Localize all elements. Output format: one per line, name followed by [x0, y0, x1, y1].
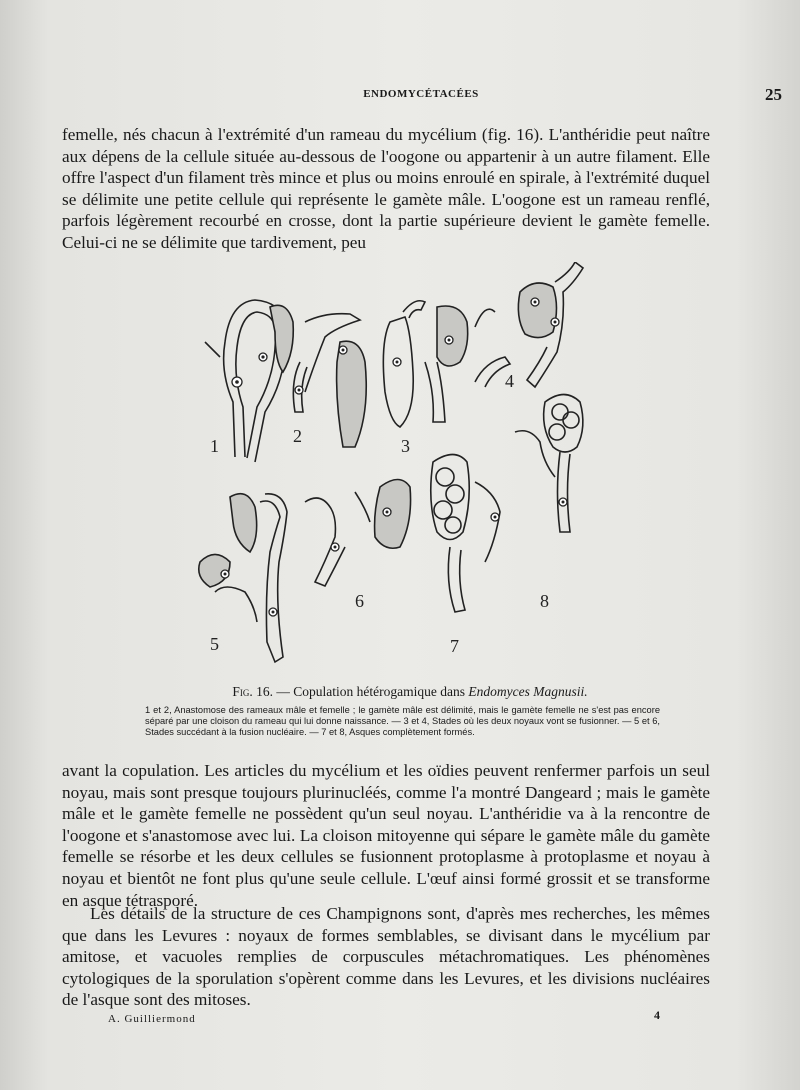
caption-species: Endomyces Magnusii.: [468, 684, 588, 699]
running-title: ENDOMYCÉTACÉES: [363, 88, 479, 100]
page-header: [60, 85, 782, 108]
figure-label-8: 8: [540, 591, 549, 611]
figure-panel-8: [515, 395, 583, 533]
paragraph-1: femelle, nés chacun à l'extrémité d'un rameau du mycélium (fig. 16). L'anthéridie peut naître aux dépens de la cellule située au-dessous de l'oogone ou appartenir à un autre filament. Elle offre l'aspect d'un filament très mince et plus ou moins enroulé en spirale, à l'extrémité duquel se délimite une petite cellule qui représente le gamète mâle. L'oogone est un rameau renflé, parfois légèrement recourbé en crosse, dont la partie supérieure devient le gamète femelle. Celui-ci ne se délimite que tardivement, peu: [62, 125, 710, 252]
paragraph-2: avant la copulation. Les articles du mycélium et les oïdies peuvent renfermer parfois un seul noyau, mais sont presque toujours plurinucléés, comme l'a montré Dangeard ; mais le gamète mâle et le gamète femelle ne possèdent qu'un seul noyau. L'anthéridie va à la rencontre de l'oogone et s'anastomose avec lui. La cloison mitoyenne qui sépare le gamète mâle du gamète femelle se résorbe et les deux cellules se fusionnent protoplasme à protoplasme et noyau à noyau et bientôt ne font plus qu'une seule cellule. L'œuf ainsi formé grossit et se transforme en asque tétrasporé.: [62, 761, 710, 910]
figure-panel-2: [293, 314, 366, 447]
figure-label-4: 4: [505, 371, 514, 391]
figure-label-2: 2: [293, 426, 302, 446]
figure-panel-3: [383, 301, 495, 427]
figure-label-7: 7: [450, 636, 459, 656]
paragraph-3: Les détails de la structure de ces Champignons sont, d'après mes recherches, les mêmes que dans les Levures : noyaux de formes semblables, se divisant dans le mycélium par amitose, et vacuoles remplies de corpuscules métachromatiques. Les phénomènes cytologiques de la sporulation s'opèrent comme dans les Levures, et les divisions nucléaires de l'asque sont des mitoses.: [62, 904, 710, 1010]
signature-mark: 4: [654, 1008, 660, 1022]
caption-text: Copulation hétérogamique dans: [293, 684, 465, 699]
figure-label-3: 3: [401, 436, 410, 456]
mycelium-drawing: [175, 262, 655, 682]
figure-caption: [160, 684, 660, 700]
figure-panel-4: [475, 262, 583, 387]
footer-author: A. Guilliermond: [108, 1013, 196, 1025]
figure-label-6: 6: [355, 591, 364, 611]
figure-16-illustration: [175, 262, 655, 682]
figure-label-1: 1: [210, 436, 219, 456]
figure-legend: 1 et 2, Anastomose des rameaux mâle et femelle ; le gamète mâle est délimité, mais le gamète femelle ne s'est pas encore séparé par une cloison du rameau qui lui donne naissance. — 3 et 4, Stades où les deux noyaux vont se fusionner. — 5 et 6, Stades succédant à la fusion nucléaire. — 7 et 8, Asques complètement formés.: [145, 705, 660, 738]
page-number: 25: [765, 85, 782, 104]
figure-panel-6: [305, 480, 411, 587]
figure-panel-7: [431, 455, 500, 613]
caption-prefix: Fig. 16. —: [232, 684, 290, 699]
figure-label-5: 5: [210, 634, 219, 654]
